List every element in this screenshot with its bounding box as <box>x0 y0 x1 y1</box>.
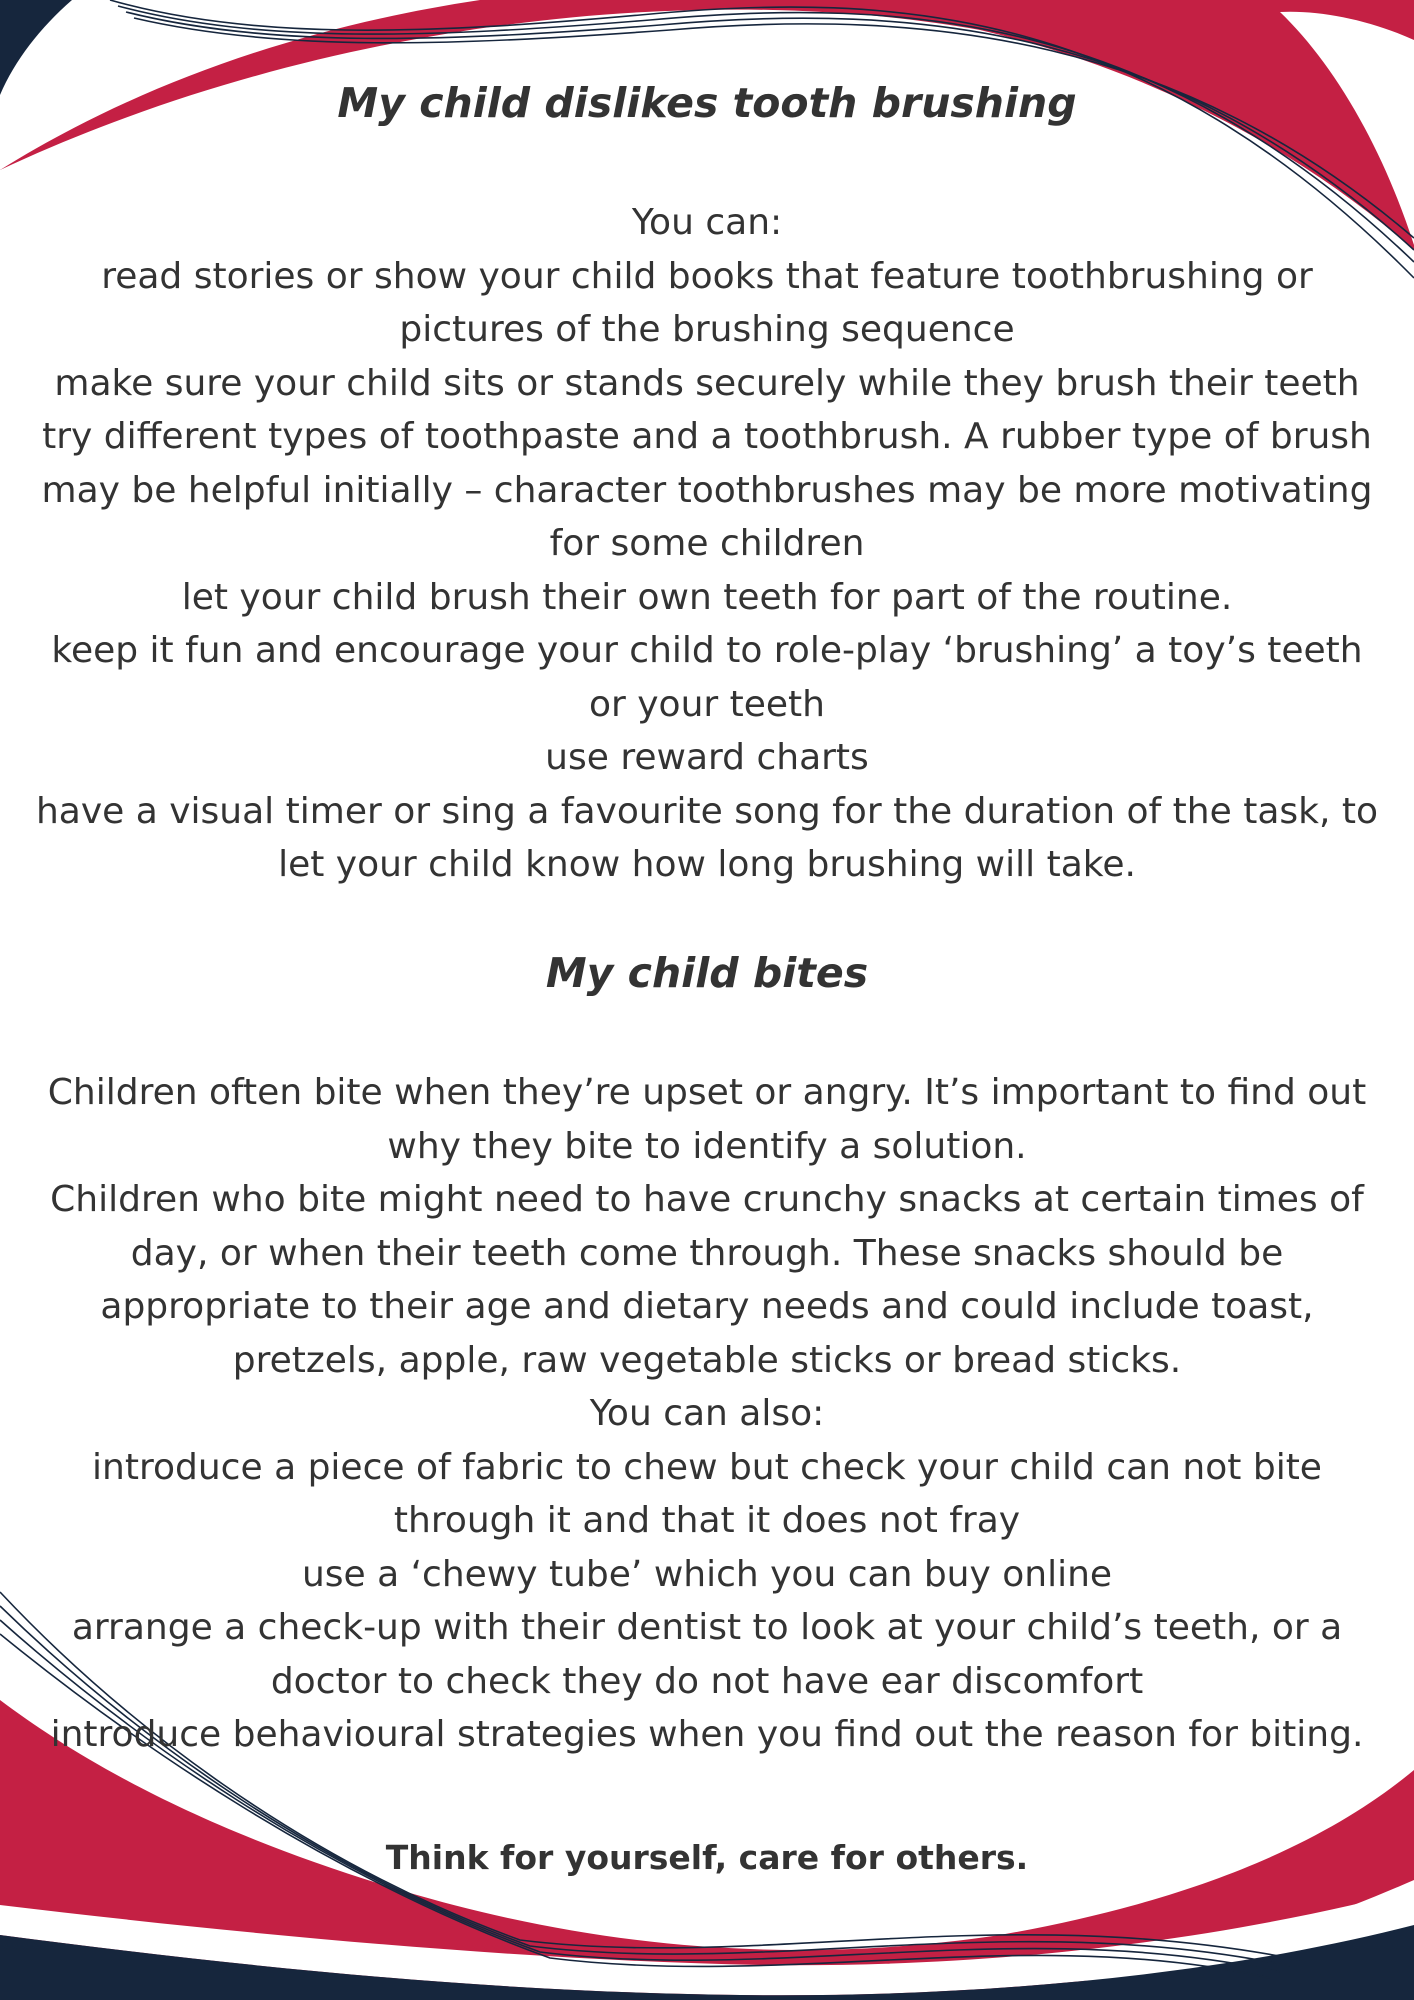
tip-read-stories: read stories or show your child books that feature toothbrushing or pictures of the brushing sequence <box>101 255 1313 350</box>
section-heading-tooth-brushing: My child dislikes tooth brushing <box>337 79 1077 127</box>
biting-you-can-also: You can also: <box>589 1393 825 1434</box>
tip-chewy-tube: use a ‘chewy tube’ which you can buy online <box>301 1553 1113 1595</box>
tooth-brushing-intro: You can: <box>631 202 783 243</box>
tip-reward-charts: use reward charts <box>545 737 869 778</box>
tip-own-brushing: let your child brush their own teeth for part of the routine. <box>181 576 1233 618</box>
biting-intro: Children often bite when they’re upset or angry. It’s important to find out why they bite to identify a solution. <box>47 1072 1367 1167</box>
tip-sit-securely: make sure your child sits or stands securely while they brush their teeth <box>54 362 1360 404</box>
tip-visual-timer: have a visual timer or sing a favourite song for the duration of the task, to let your child know how long brushing will take. <box>35 790 1379 885</box>
tip-behavioural-strategies: introduce behavioural strategies when you find out the reason for biting. <box>50 1714 1364 1755</box>
tip-dentist-check-up: arrange a check-up with their dentist to look at your child’s teeth, or a doctor to check they do not have ear discomfort <box>71 1607 1343 1702</box>
tip-fabric-chew: introduce a piece of fabric to chew but check your child can not bite through it and that it does not fray <box>92 1446 1322 1541</box>
tip-try-toothpaste: try different types of toothpaste and a toothbrush. A rubber type of brush may be helpful initially – character toothbrushes may be more motivating for some children <box>41 416 1373 564</box>
tooth-brushing-tips <box>30 196 1384 892</box>
biting-tips <box>30 1066 1384 1762</box>
tip-role-play: keep it fun and encourage your child to role-play ‘brushing’ a toy’s teeth or your teeth <box>51 630 1363 725</box>
biting-crunchy-snacks: Children who bite might need to have crunchy snacks at certain times of day, or when their teeth come through. These snacks should be appropriate to their age and dietary needs and could include toast, pretzels, apple, raw vegetable sticks or bread sticks. <box>50 1179 1364 1381</box>
footer-tagline: Think for yourself, care for others. <box>385 1838 1029 1877</box>
section-heading-biting: My child bites <box>545 949 869 997</box>
